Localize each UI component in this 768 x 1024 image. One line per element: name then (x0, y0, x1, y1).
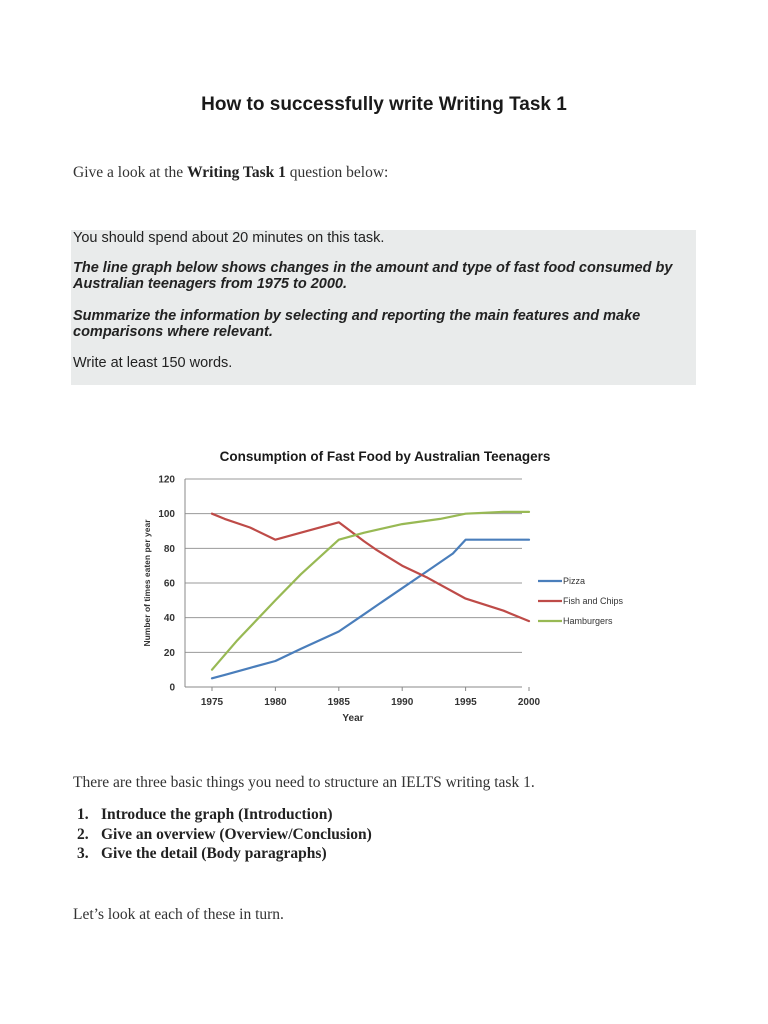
intro-text-after: question below: (285, 164, 389, 181)
legend-label: Pizza (563, 576, 586, 586)
intro-text-before: Give a look at the (73, 164, 188, 181)
closing-paragraph: Let’s look at each of these in turn. (73, 906, 284, 923)
chart-svg (130, 440, 650, 740)
task-summarize-instruction: Summarize the information by selecting and reporting the main features and make comparisons where relevant. (73, 308, 641, 340)
legend-label: Fish and Chips (563, 596, 624, 606)
step-text: Introduce the graph (Introduction) (101, 806, 333, 823)
step-item (73, 806, 372, 826)
y-tick-label: 120 (158, 474, 175, 486)
intro-paragraph (73, 164, 388, 182)
step-item (73, 845, 372, 865)
task-time-instruction: You should spend about 20 minutes on this task. (73, 230, 385, 246)
step-text: Give the detail (Body paragraphs) (101, 845, 327, 862)
chart-title: Consumption of Fast Food by Australian Teenagers (219, 449, 551, 464)
step-text: Give an overview (Overview/Conclusion) (101, 825, 372, 843)
y-tick-label: 20 (163, 647, 175, 659)
structure-paragraph: There are three basic things you need to structure an IELTS writing task 1. (73, 774, 535, 791)
y-tick-label: 60 (163, 578, 175, 590)
y-tick-label: 80 (163, 543, 175, 555)
series-line-pizza (212, 540, 529, 679)
y-tick-label: 0 (169, 682, 175, 694)
step-number: 1. (77, 806, 89, 823)
legend-label: Hamburgers (563, 616, 613, 626)
x-tick-label: 1990 (391, 697, 414, 708)
y-axis-label: Number of times eaten per year (142, 519, 152, 647)
step-number: 2. (77, 825, 89, 843)
steps-list (73, 806, 372, 865)
x-tick-label: 1980 (264, 697, 287, 708)
line-chart (130, 440, 650, 740)
page-title: How to successfully write Writing Task 1 (201, 94, 567, 115)
x-tick-label: 1995 (454, 697, 477, 708)
x-tick-label: 1985 (327, 697, 350, 708)
x-tick-label: 2000 (517, 697, 541, 708)
x-axis-label: Year (342, 713, 364, 724)
task-graph-description: The line graph below shows changes in the amount and type of fast food consumed by Australian teenagers from 1975 to 2000. (73, 260, 673, 292)
intro-text-bold: Writing Task 1 (187, 164, 286, 181)
y-tick-label: 100 (158, 509, 175, 521)
step-number: 3. (77, 845, 89, 862)
task-question-box (71, 230, 696, 385)
task-word-count: Write at least 150 words. (73, 355, 233, 371)
series-line-hamburgers (212, 512, 529, 670)
step-item (73, 826, 372, 846)
series-line-fish-and-chips (212, 514, 529, 621)
y-tick-label: 40 (163, 613, 175, 625)
x-tick-label: 1975 (200, 697, 224, 708)
